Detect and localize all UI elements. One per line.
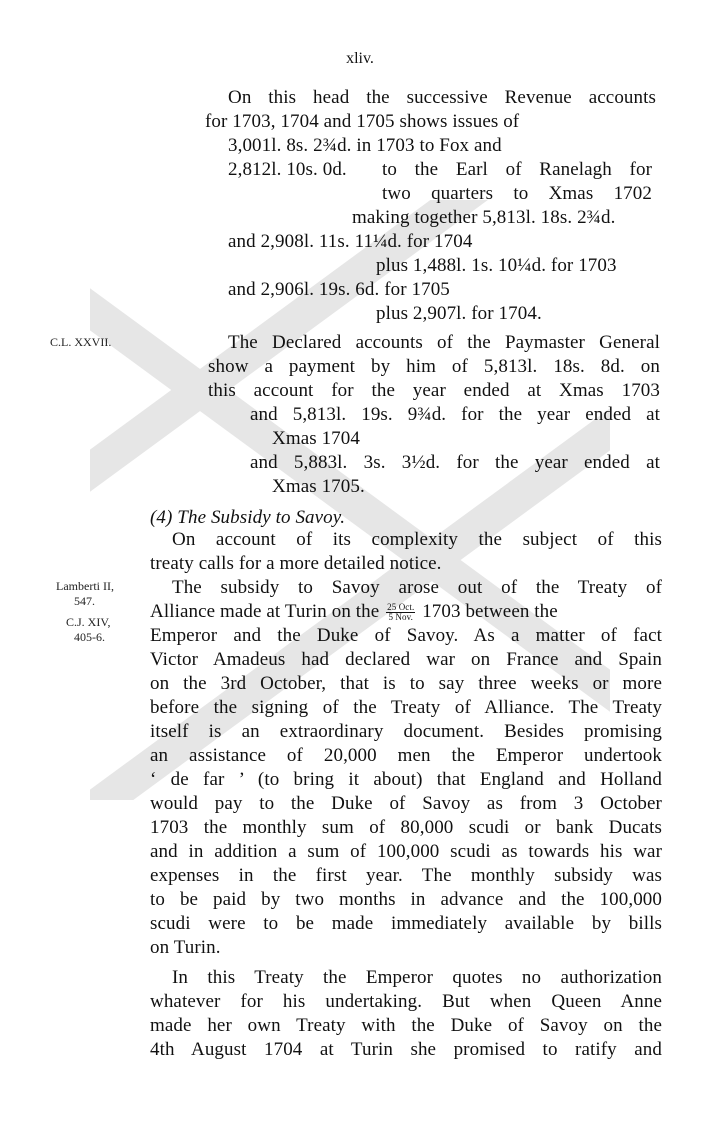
text-line: and 2,906l. 19s. 6d. for 1705 [228, 279, 450, 300]
text-line: treaty calls for a more detailed notice. [150, 553, 442, 574]
page-folio: xliv. [346, 50, 374, 67]
text-line: plus 2,907l. for 1704. [376, 303, 542, 324]
text-line: Xmas 1705. [272, 476, 365, 497]
text-line: whatever for his undertaking. But when Queen Anne [150, 991, 662, 1012]
text-line: and 2,908l. 11s. 11¼d. for 1704 [228, 231, 473, 252]
text-line: In this Treaty the Emperor quotes no authorization [172, 967, 662, 988]
text-line: making together 5,813l. 18s. 2¾d. [352, 207, 616, 228]
text-line: and in addition a sum of 100,000 scudi as towards his war [150, 841, 662, 862]
text-line: to the Earl of Ranelagh for [382, 159, 652, 180]
text-line: expenses in the first year. The monthly subsidy was [150, 865, 662, 886]
margin-note: Lamberti II, [56, 579, 114, 593]
text-line: The subsidy to Savoy arose out of the Treaty of [172, 577, 662, 598]
text-line: on the 3rd October, that is to say three weeks or more [150, 673, 662, 694]
margin-note: 405-6. [74, 630, 105, 644]
text-line: for 1703, 1704 and 1705 shows issues of [205, 111, 520, 132]
margin-note: C.L. XXVII. [50, 335, 112, 349]
text-line: and 5,813l. 19s. 9¾d. for the year ended at [250, 404, 660, 425]
text-line: The Declared accounts of the Paymaster General [228, 332, 660, 353]
text-line: would pay to the Duke of Savoy as from 3 October [150, 793, 662, 814]
text-line: scudi were to be made immediately available by bills [150, 913, 662, 934]
text-line: plus 1,488l. 1s. 10¼d. for 1703 [376, 255, 617, 276]
text-line: 1703 the monthly sum of 80,000 scudi or bank Ducats [150, 817, 662, 838]
text-line: Xmas 1704 [272, 428, 360, 449]
text-line: this account for the year ended at Xmas 1703 [208, 380, 660, 401]
text-line: 4th August 1704 at Turin she promised to ratify and [150, 1039, 662, 1060]
text-line: On account of its complexity the subject of this [172, 529, 662, 550]
margin-note: 547. [74, 594, 95, 608]
text-line: and 5,883l. 3s. 3½d. for the year ended at [250, 452, 660, 473]
section-heading: (4) The Subsidy to Savoy. [150, 507, 346, 528]
date-fraction: $\frac{\text{25 Oct.}}{\text{5 Nov.}}$ [387, 602, 415, 623]
text-line: Alliance made at Turin on the $\frac{\text{25 Oct.}}{\text{5 Nov.}}$ 1703 between the [150, 601, 558, 623]
margin-note: C.J. XIV, [66, 615, 111, 629]
text-line: 3,001l. 8s. 2¾d. in 1703 to Fox and [228, 135, 502, 156]
text-line: to be paid by two months in advance and the 100,000 [150, 889, 662, 910]
text-line: two quarters to Xmas 1702 [382, 183, 652, 204]
text-line: ‘ de far ’ (to bring it about) that England and Holland [150, 769, 662, 790]
text-line: itself is an extraordinary document. Besides promising [150, 721, 662, 742]
text-line: on Turin. [150, 937, 221, 958]
text-line: an assistance of 20,000 men the Emperor undertook [150, 745, 662, 766]
text-line: made her own Treaty with the Duke of Savoy on the [150, 1015, 662, 1036]
text-line: Victor Amadeus had declared war on France and Spain [150, 649, 662, 670]
text-line: show a payment by him of 5,813l. 18s. 8d. on [208, 356, 660, 377]
text-line: On this head the successive Revenue accounts [228, 87, 656, 108]
text-line: 2,812l. 10s. 0d. [228, 159, 347, 180]
text-line: Emperor and the Duke of Savoy. As a matter of fact [150, 625, 662, 646]
text-line: before the signing of the Treaty of Alliance. The Treaty [150, 697, 662, 718]
